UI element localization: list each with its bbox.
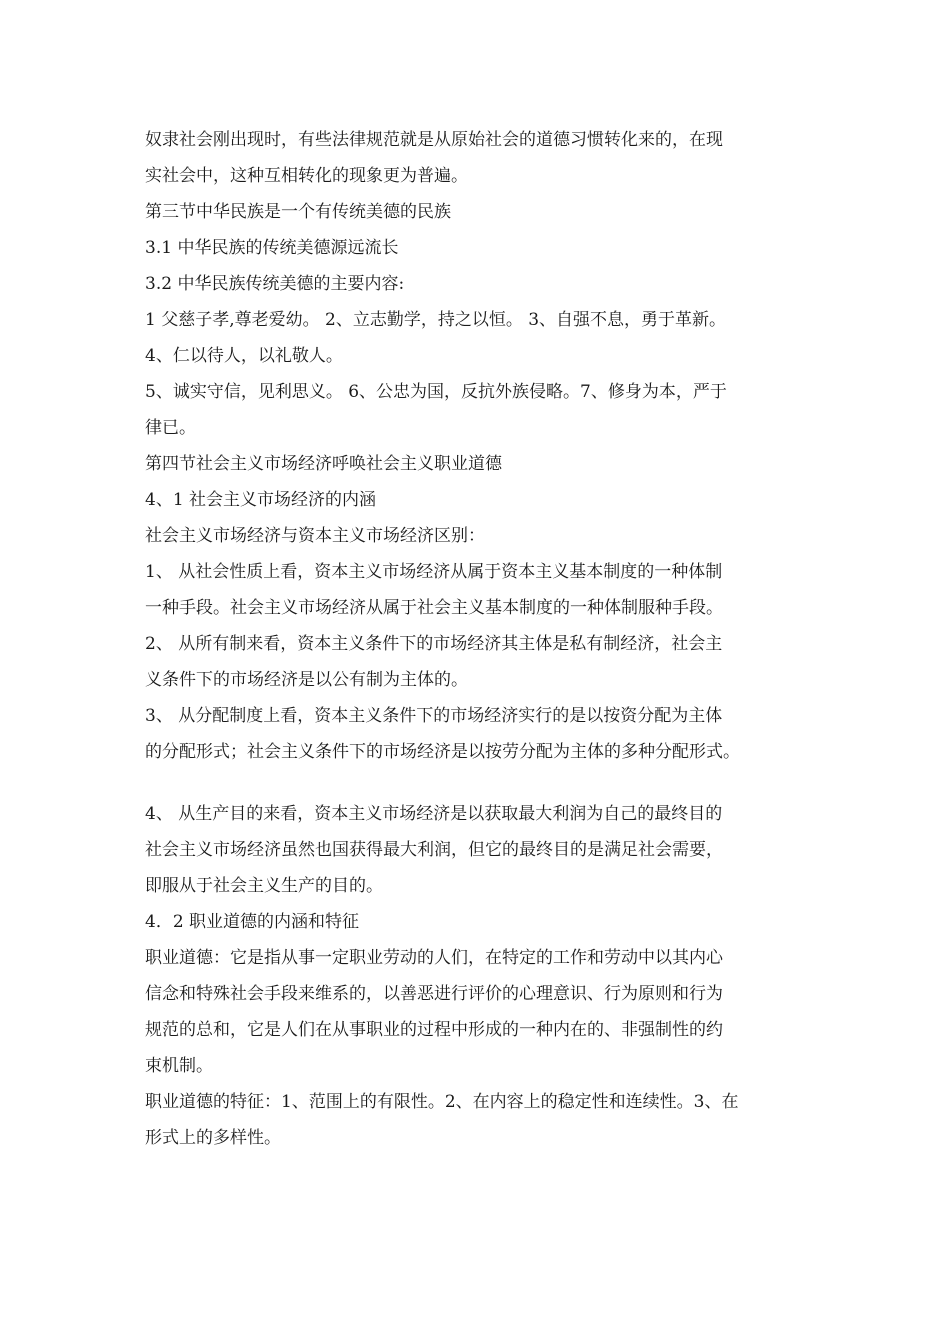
text-line: 义条件下的市场经济是以公有制为主体的。 [145, 670, 468, 690]
text-line: 2、 从所有制来看，资本主义条件下的市场经济其主体是私有制经济，社会主 [145, 634, 723, 654]
text-line: 规范的总和，它是人们在从事职业的过程中形成的一种内在的、非强制性的约 [145, 1020, 723, 1040]
text-line: 奴隶社会刚出现时，有些法律规范就是从原始社会的道德习惯转化来的，在现 [145, 130, 723, 150]
text-line: 4、仁以待人，以礼敬人。 [145, 346, 343, 366]
text-line: 职业道德：它是指从事一定职业劳动的人们，在特定的工作和劳动中以其内心 [145, 948, 723, 968]
subsection-heading: 4、1 社会主义市场经济的内涵 [145, 490, 377, 510]
text-line: 束机制。 [145, 1056, 213, 1076]
subsection-heading: 3.2 中华民族传统美德的主要内容: [145, 274, 405, 294]
text-line: 一种手段。社会主义市场经济从属于社会主义基本制度的一种体制服种手段。 [145, 598, 723, 618]
document-body [145, 122, 825, 1156]
text-line: 即服从于社会主义生产的目的。 [145, 876, 383, 896]
text-line: 形式上的多样性。 [145, 1128, 281, 1148]
text-line: 5、诚实守信，见利思义。 6、公忠为国，反抗外族侵略。7、修身为本，严于 [145, 382, 727, 402]
text-line: 3、 从分配制度上看，资本主义条件下的市场经济实行的是以按资分配为主体 [145, 706, 723, 726]
text-line: 实社会中，这种互相转化的现象更为普遍。 [145, 166, 468, 186]
text-line: 信念和特殊社会手段来维系的，以善恶进行评价的心理意识、行为原则和行为 [145, 984, 723, 1004]
section-heading: 第三节中华民族是一个有传统美德的民族 [145, 202, 451, 222]
text-line: 律已。 [145, 418, 196, 438]
subsection-heading: 4．2 职业道德的内涵和特征 [145, 912, 360, 932]
text-line: 4、 从生产目的来看，资本主义市场经济是以获取最大利润为自己的最终目的 [145, 804, 723, 824]
text-line: 社会主义市场经济与资本主义市场经济区别： [145, 526, 485, 546]
text-line: 1、 从社会性质上看，资本主义市场经济从属于资本主义基本制度的一种体制 [145, 562, 723, 582]
paragraph-gap [145, 770, 825, 796]
text-line: 的分配形式；社会主义条件下的市场经济是以按劳分配为主体的多种分配形式。 [145, 742, 740, 762]
section-heading: 第四节社会主义市场经济呼唤社会主义职业道德 [145, 454, 502, 474]
text-line: 1 父慈子孝,尊老爱幼。 2、立志勤学，持之以恒。 3、自强不息，勇于革新。 [145, 310, 727, 330]
subsection-heading: 3.1 中华民族的传统美德源远流长 [145, 238, 399, 258]
text-line: 职业道德的特征：1、范围上的有限性。2、在内容上的稳定性和连续性。3、在 [145, 1092, 739, 1112]
text-line: 社会主义市场经济虽然也国获得最大利润，但它的最终目的是满足社会需要， [145, 840, 723, 860]
